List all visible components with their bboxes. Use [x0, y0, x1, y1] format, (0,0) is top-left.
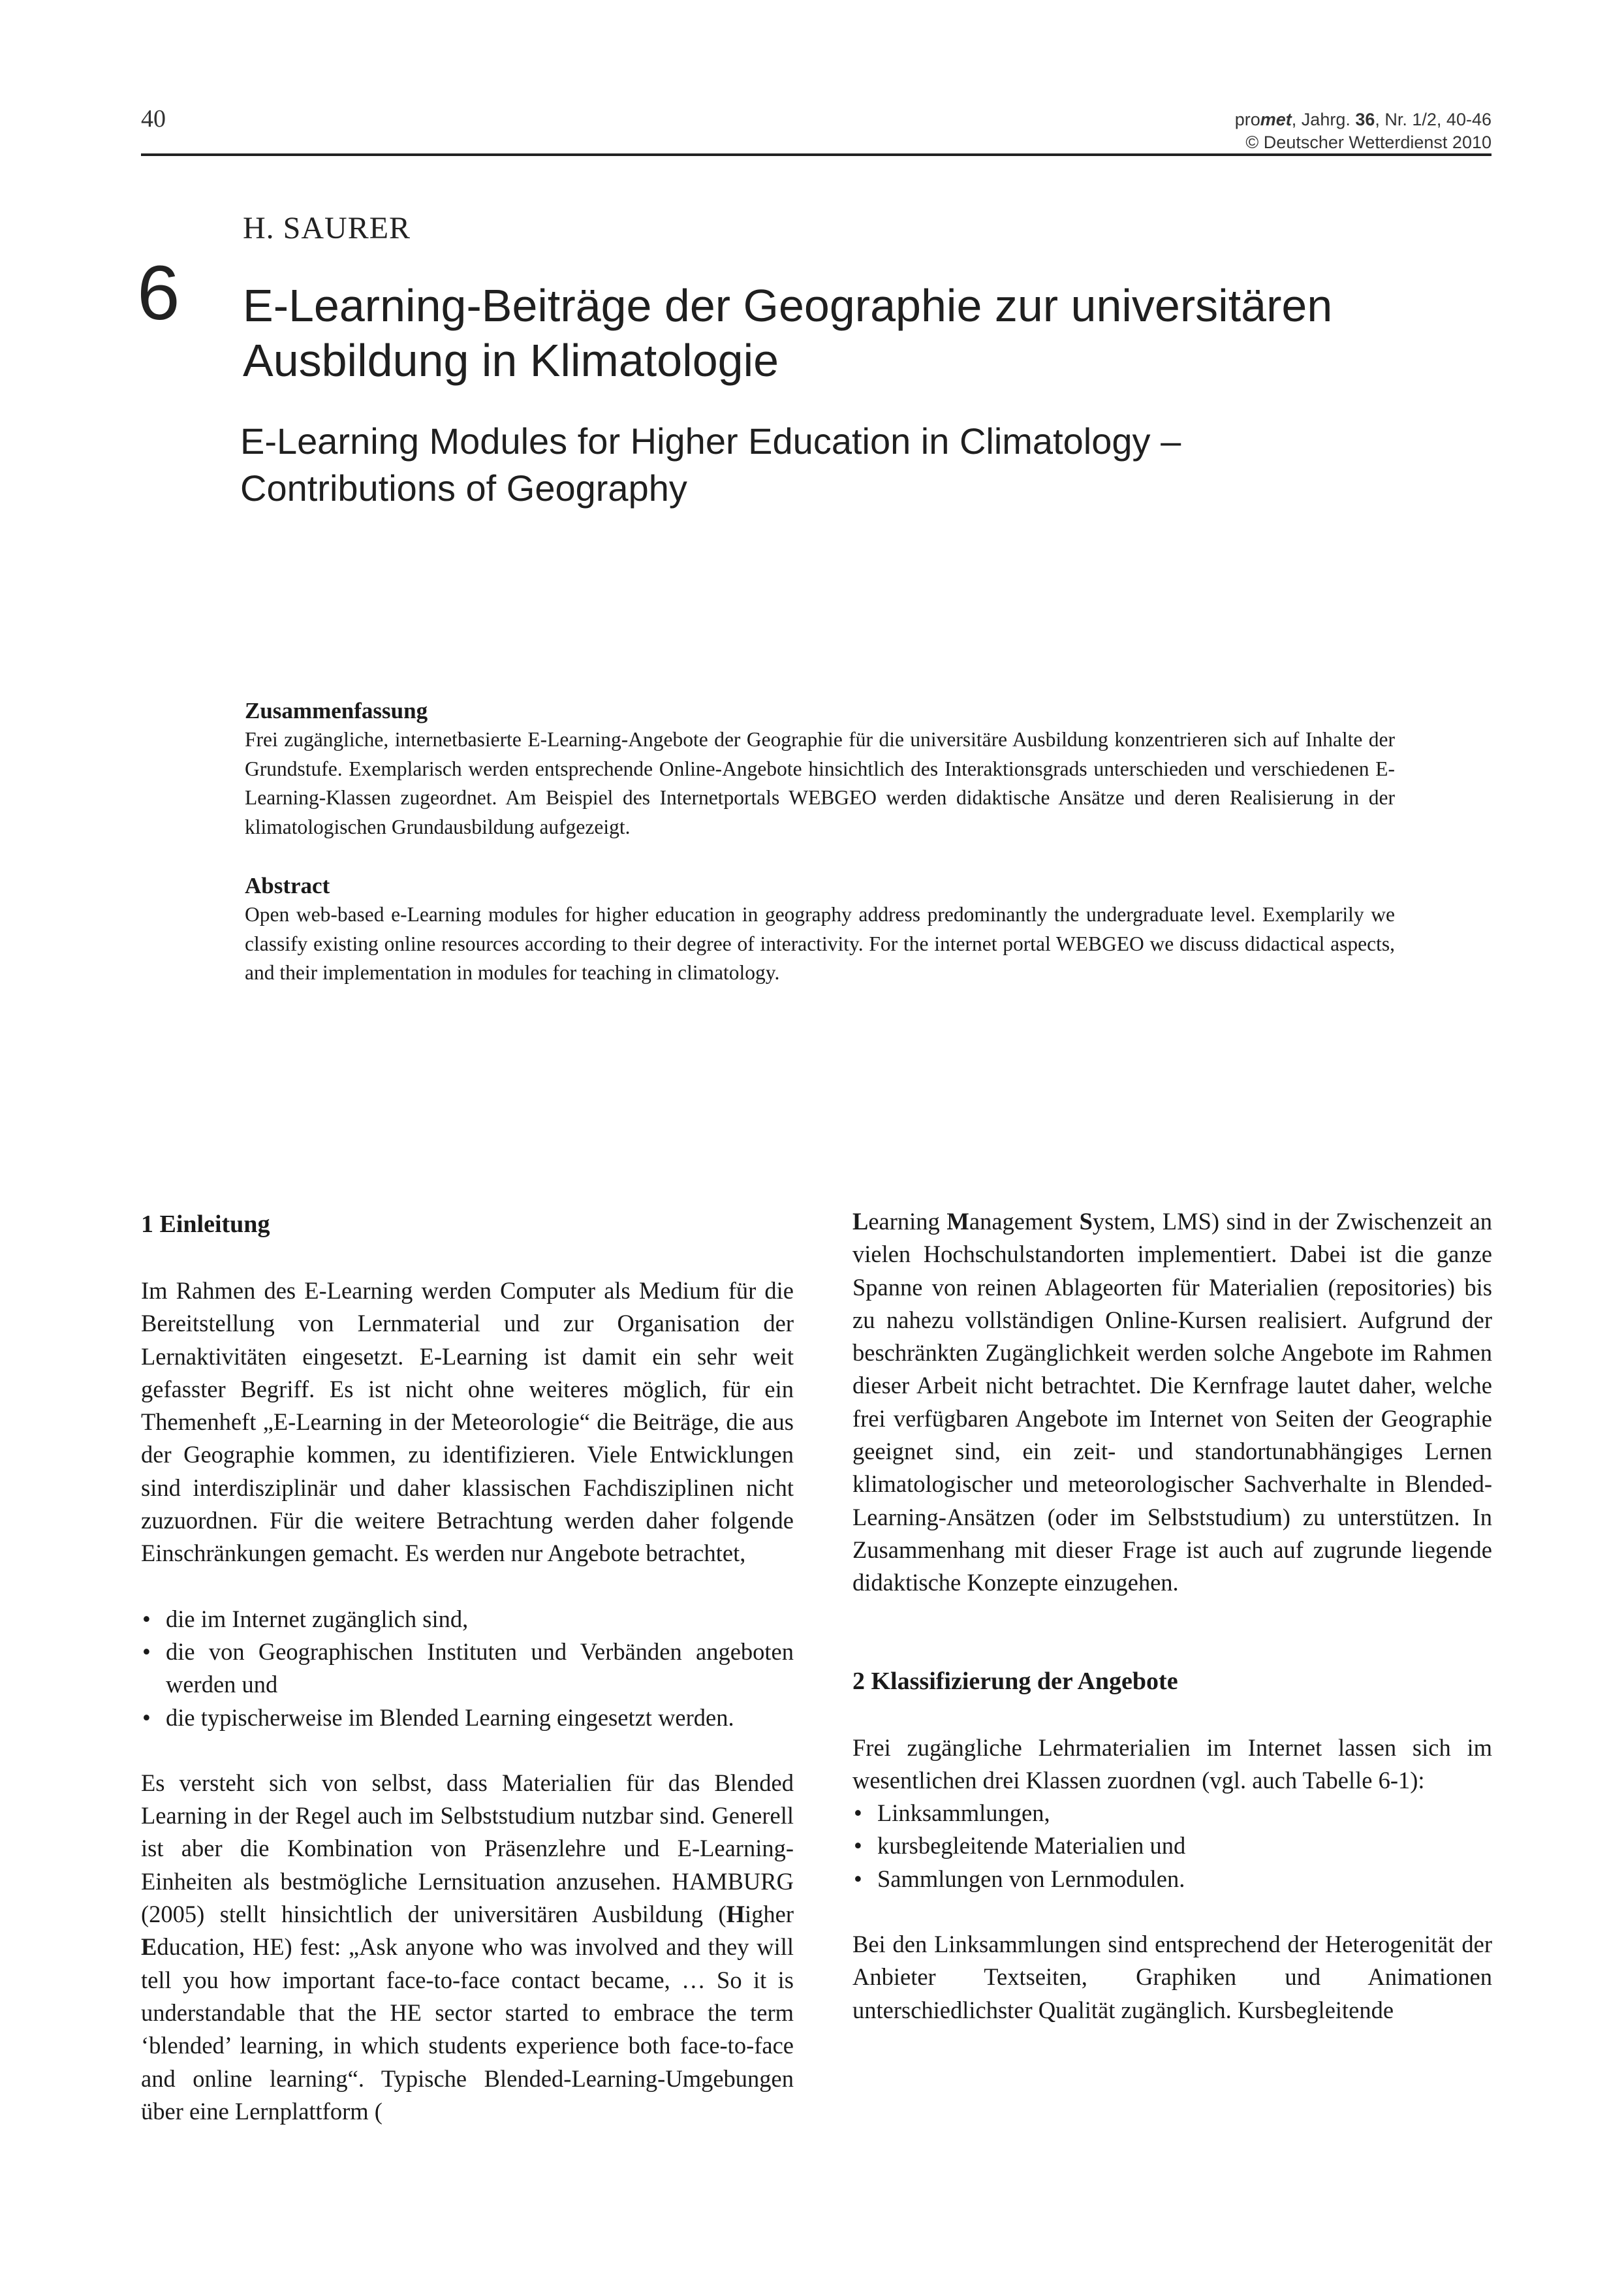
list-item: • Sammlungen von Lernmodulen.	[852, 1863, 1492, 1895]
acronym-s: S	[1079, 1208, 1093, 1235]
title-german-line1: E-Learning-Beiträge der Geographie zur universitären	[243, 280, 1333, 331]
section1-paragraph2	[141, 1767, 794, 2128]
acronym-anagement: anagement	[969, 1208, 1080, 1235]
section1-bullet-list	[141, 1603, 794, 1734]
title-german-line2: Ausbildung in Klimatologie	[243, 335, 779, 386]
title-english-line1: E-Learning Modules for Higher Education in Climatology –	[240, 420, 1181, 462]
acronym-earning: earning	[868, 1208, 947, 1235]
journal-volume: 36	[1355, 110, 1375, 129]
journal-name-prefix: pro	[1234, 110, 1260, 129]
body-column-right	[852, 1205, 1492, 2027]
abstract-english-text: Open web-based e-Learning modules for higher education in geography address predominantly the undergraduate level. Exemplarily we classify existing online resources according to their degree of interactivity. For the internet portal WEBGEO we discuss didactical aspects, and their implementation in modules for teaching in climatology.	[245, 903, 1395, 984]
journal-name-suffix: met	[1260, 110, 1292, 129]
section2-paragraph2: Bei den Linksammlungen sind entsprechend der Heterogenität der Anbieter Textseiten, Graphiken und Animationen unterschiedlichster Qualität zugänglich. Kursbegleitende	[852, 1931, 1492, 2023]
acronym-e: E	[141, 1933, 157, 1961]
summary-german-heading: Zusammenfassung	[245, 698, 428, 723]
journal-rest-2: , Nr. 1/2, 40-46	[1375, 110, 1491, 129]
list-item: • die im Internet zugänglich sind,	[141, 1603, 794, 1636]
copyright-line: © Deutscher Wetterdienst 2010	[1245, 133, 1491, 152]
acronym-igher: igher	[745, 1901, 794, 1928]
running-head	[1235, 108, 1491, 154]
list-item: • die typischerweise im Blended Learning eingesetzt werden.	[141, 1701, 794, 1734]
section1-paragraph2-end: ystem, LMS) sind in der Zwischenzeit an vielen Hochschulstandorten implementiert. Dabei ist die ganze Spanne von reinen Ablageorten für Materialien (repositories) bis zu nahezu vollständigen Online-Kursen realisiert. Aufgrund der beschränkten Zugänglichkeit werden solche Angebote im Rahmen dieser Arbeit nicht betrachtet. Die Kernfrage lautet daher, welche frei verfügbaren Angebote im Internet von Seiten der Geographie geeignet sind, ein zeit- und standortunabhängiges Lernen klimatologischer und meteorologischer Sachverhalte in Blended-Learning-Ansätzen (oder im Selbststudium) zu unterstützen. In Zusammenhang mit dieser Frage ist auch auf zugrunde liegende didaktische Konzepte einzugehen.	[852, 1208, 1492, 1596]
abstract-english	[245, 872, 1395, 988]
section2-bullet-list	[852, 1797, 1492, 1895]
journal-rest-1: , Jahrg.	[1291, 110, 1356, 129]
acronym-h: H	[726, 1901, 745, 1928]
header-rule	[141, 153, 1491, 156]
section1-paragraph2-mid: ducation, HE) fest: „Ask anyone who was involved and they will tell you how important face-to-face contact became, … So it is understandable that the HE sector started to embrace the term ‘blended’ learning, in which students experience both face-to-face and online learning“. Typische Blended-Learning-Umgebungen über eine Lernplattform (	[141, 1933, 794, 2125]
list-item: • Linksammlungen,	[852, 1797, 1492, 1829]
section1-heading: 1 Einleitung	[141, 1211, 270, 1238]
body-column-left	[141, 1208, 794, 2128]
journal-citation	[1235, 108, 1491, 131]
title-english	[240, 418, 1480, 512]
section1-paragraph2-continued	[852, 1205, 1492, 1600]
list-item: • die von Geographischen Instituten und Verbänden angeboten werden und	[141, 1636, 794, 1701]
list-item: • kursbegleitende Materialien und	[852, 1829, 1492, 1862]
abstract-english-heading: Abstract	[245, 873, 330, 898]
acronym-l: L	[852, 1208, 869, 1235]
page-number: 40	[141, 105, 166, 133]
section1-paragraph2-before: Es versteht sich von selbst, dass Materialien für das Blended Learning in der Regel auch im Selbststudium nutzbar sind. Generell ist aber die Kombination von Präsenzlehre und E-Learning-Einheiten als bestmögliche Lernsituation anzusehen. HAMBURG (2005) stellt hinsichtlich der universitären Ausbildung (	[141, 1769, 794, 1928]
author-name: H. SAURER	[243, 211, 411, 245]
chapter-number: 6	[137, 250, 180, 336]
section1-paragraph1: Im Rahmen des E-Learning werden Computer als Medium für die Bereitstellung von Lernmaterial und zur Organisation der Lernaktivitäten eingesetzt. E-Learning ist damit ein sehr weit gefasster Begriff. Es ist nicht ohne weiteres möglich, für ein Themenheft „E-Learning in der Meteorologie“ die Beiträge, die aus der Geographie kommen, zu identifizieren. Viele Entwicklungen sind interdisziplinär und daher klassischen Fachdisziplinen nicht zuzuordnen. Für die weitere Betrachtung werden daher folgende Einschränkungen gemacht. Es werden nur Angebote betrachtet,	[141, 1277, 794, 1567]
section2-paragraph1: Frei zugängliche Lehrmaterialien im Internet lassen sich im wesentlichen drei Klassen zuordnen (vgl. auch Tabelle 6-1):	[852, 1733, 1492, 1794]
acronym-m: M	[946, 1208, 969, 1235]
title-german	[243, 278, 1483, 388]
summary-german	[245, 697, 1395, 842]
summary-german-text: Frei zugängliche, internetbasierte E-Learning-Angebote der Geographie für die universitäre Ausbildung konzentrieren sich auf Inhalte der Grundstufe. Exemplarisch werden entsprechende Online-Angebote hinsichtlich des Interaktionsgrads unterschieden und verschiedenen E-Learning-Klassen zugeordnet. Am Beispiel des Internetportals WEBGEO werden didaktische Ansätze und deren Realisierung in der klimatologischen Grundausbildung aufgezeigt.	[245, 728, 1395, 838]
title-english-line2: Contributions of Geography	[240, 467, 687, 509]
section2-heading: 2 Klassifizierung der Angebote	[852, 1667, 1178, 1695]
